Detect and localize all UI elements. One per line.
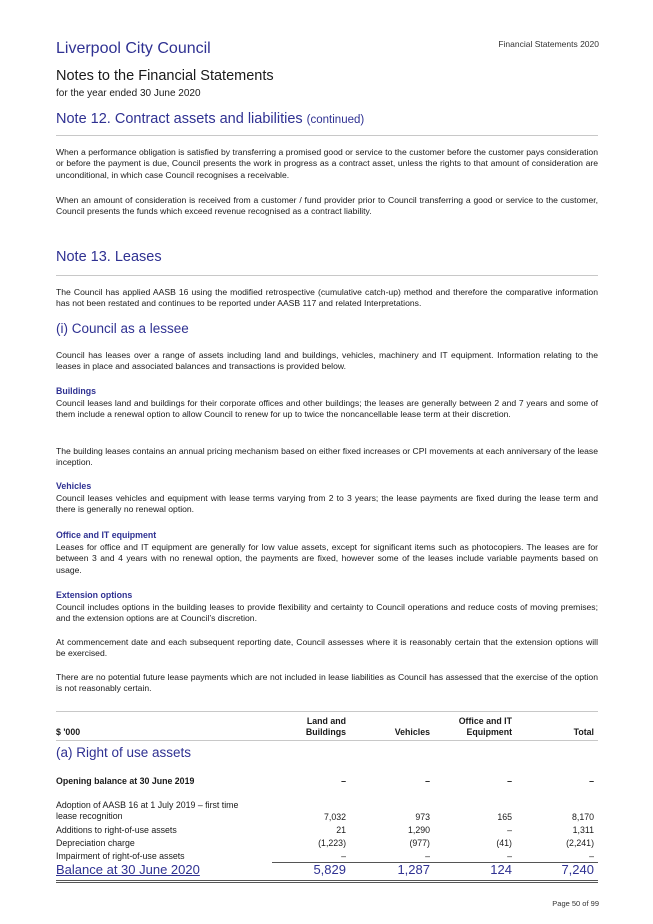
row-label-depreciation: Depreciation charge — [56, 838, 135, 848]
vehicles-paragraph: Council leases vehicles and equipment with lease terms varying from 2 to 3 years; the lease payments are fixed during the lease term and there is generally no renewal option. — [56, 493, 598, 515]
buildings-paragraph-2: The building leases contains an annual pricing mechanism based on either fixed increases or CPI movements at each anniversary of the lease inception. — [56, 446, 598, 468]
cell-total: – — [589, 776, 594, 786]
note12-heading-text: Note 12. Contract assets and liabilities — [56, 111, 303, 127]
cell-vehicles: 973 — [415, 812, 430, 822]
buildings-paragraph-1: Council leases land and buildings for their corporate offices and other buildings; the leases are generally between 2 and 7 years and some of them include a renewal option to allow Council to renew for up to twice the noncancellable lease term at their discretion. — [56, 398, 598, 420]
cell-land: (1,223) — [318, 838, 346, 848]
column-office-it — [432, 716, 512, 738]
page-title: Notes to the Financial Statements — [56, 68, 274, 84]
column-office-line2: Equipment — [466, 727, 512, 737]
right-of-use-heading: (a) Right of use assets — [56, 745, 192, 760]
cell-office: – — [507, 851, 512, 861]
cell-total: 1,311 — [572, 825, 594, 835]
table-top-rule — [56, 711, 598, 712]
vehicles-heading: Vehicles — [56, 481, 92, 491]
table-header-rule — [56, 740, 598, 741]
document-label: Financial Statements 2020 — [498, 39, 599, 49]
table-bottom-double-rule — [56, 882, 598, 883]
note13-heading: Note 13. Leases — [56, 249, 162, 265]
cell-vehicles: 1,290 — [407, 825, 430, 835]
divider — [56, 275, 598, 276]
cell-land: 21 — [336, 825, 346, 835]
cell-office: (41) — [496, 838, 512, 848]
lessee-heading: (i) Council as a lessee — [56, 321, 189, 336]
cell-total: – — [589, 851, 594, 861]
cell-land: – — [341, 851, 346, 861]
note13-intro: The Council has applied AASB 16 using the modified retrospective (cumulative catch-up) method and therefore the comparative information has not been restated and continues to be reported under AASB 117 and related Interpretations. — [56, 287, 598, 309]
extension-options-heading: Extension options — [56, 590, 133, 600]
cell-vehicles: – — [425, 851, 430, 861]
lessee-intro: Council has leases over a range of assets including land and buildings, vehicles, machinery and IT equipment. Information relating to the leases in place and associated balances and transactions is provided below. — [56, 350, 598, 372]
extension-options-paragraph-3: There are no potential future lease payments which are not included in lease liabilities as Council has assessed that the exercise of the option is not reasonably certain. — [56, 672, 598, 694]
balance-land: 5,829 — [313, 862, 346, 877]
note12-paragraph-1: When a performance obligation is satisfied by transferring a promised good or service to the customer before the customer pays consideration or before the payment is due, Council presents the work in progress as a contract asset, unless the rights to that amount of consideration are unconditional, in which case Council recognises a receivable. — [56, 147, 598, 180]
column-land-line1: Land and — [306, 716, 346, 726]
cell-total: 8,170 — [571, 812, 594, 822]
column-office-line1: Office and IT — [458, 716, 512, 726]
cell-office: – — [507, 825, 512, 835]
office-it-paragraph: Leases for office and IT equipment are generally for low value assets, except for significant items such as photocopiers. The leases are for between 3 and 4 years with no renewal option, the payments are fixed, however some of the leases include variable payments based on usage. — [56, 542, 598, 575]
row-label-adoption-line2: lease recognition — [56, 811, 123, 822]
divider — [56, 135, 598, 136]
row-label-additions: Additions to right-of-use assets — [56, 825, 177, 835]
cell-vehicles: – — [425, 776, 430, 786]
cell-office: 165 — [497, 812, 512, 822]
row-label-adoption-line1: Adoption of AASB 16 at 1 July 2019 – first time — [56, 800, 239, 810]
unit-header: $ '000 — [56, 727, 81, 737]
page-subtitle: for the year ended 30 June 2020 — [56, 88, 201, 99]
row-label-impairment: Impairment of right-of-use assets — [56, 851, 185, 861]
table-bottom-rule — [56, 880, 598, 881]
buildings-heading: Buildings — [56, 386, 97, 396]
row-label-adoption — [56, 800, 238, 823]
extension-options-paragraph-2: At commencement date and each subsequent reporting date, Council assesses where it is reasonably certain that the extension options will be exercised. — [56, 637, 598, 659]
balance-office: 124 — [490, 862, 512, 877]
column-land-buildings — [266, 716, 346, 738]
cell-total: (2,241) — [566, 838, 594, 848]
balance-label: Balance at 30 June 2020 — [56, 862, 200, 877]
note12-heading — [56, 111, 364, 127]
extension-options-paragraph-1: Council includes options in the building leases to provide flexibility and certainty to Council operations and reduce costs of moving premises; and the extension options are at Council’s discretion. — [56, 602, 598, 624]
organisation-name: Liverpool City Council — [56, 40, 211, 57]
balance-total: 7,240 — [561, 862, 594, 877]
column-vehicles: Vehicles — [394, 727, 430, 737]
balance-vehicles: 1,287 — [397, 862, 430, 877]
office-it-heading: Office and IT equipment — [56, 530, 157, 540]
cell-office: – — [507, 776, 512, 786]
column-land-line2: Buildings — [305, 727, 346, 737]
note12-continued: (continued) — [306, 114, 365, 126]
column-total: Total — [573, 727, 594, 737]
cell-land: – — [341, 776, 346, 786]
page-number: Page 50 of 99 — [552, 899, 599, 908]
cell-land: 7,032 — [323, 812, 346, 822]
note12-paragraph-2: When an amount of consideration is received from a customer / fund provider prior to Council transferring a good or service to the customer, Council presents the funds which exceed revenue recognised as a contract liability. — [56, 195, 598, 217]
row-label-opening: Opening balance at 30 June 2019 — [56, 776, 195, 786]
cell-vehicles: (977) — [409, 838, 430, 848]
